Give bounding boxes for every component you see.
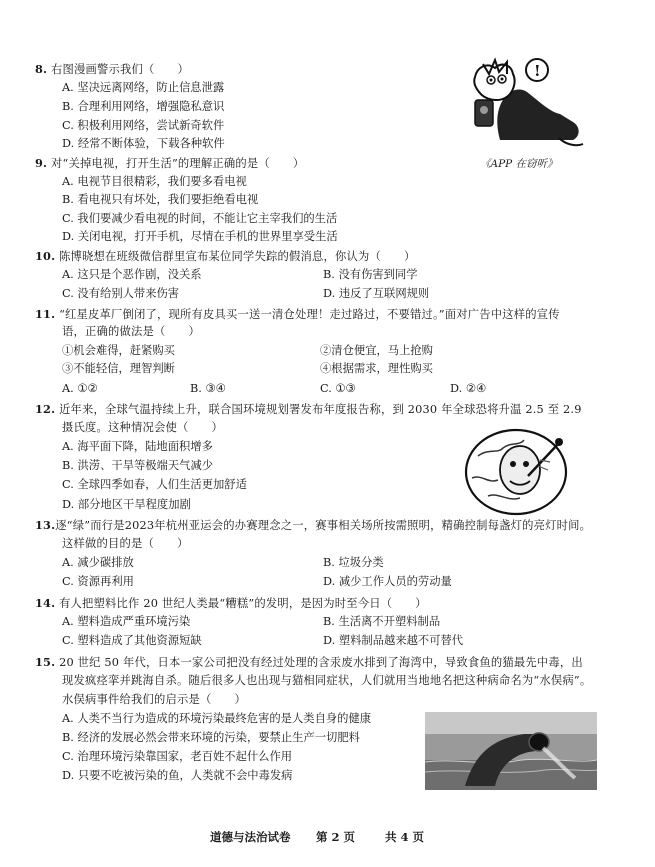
- q11-statement-3: ③不能轻信，理智判断: [62, 362, 175, 375]
- q12-option-d: D. 部分地区干旱程度加剧: [62, 498, 191, 511]
- wastewater-pipe-photo: [425, 712, 597, 790]
- question-15-stem: [35, 655, 583, 670]
- q11-option-b: B. ③④: [190, 382, 226, 395]
- q12-option-a: A. 海平面下降，陆地面积增多: [62, 440, 213, 453]
- question-text: “红星皮革厂倒闭了，现所有皮具买一送一清仓处理！走过路过，不要错过。”面对广告中这样的宣传: [59, 308, 560, 321]
- q13-option-c: C. 资源再利用: [62, 575, 134, 588]
- question-number: 15.: [35, 655, 56, 669]
- q8-option-a: A. 坚决远离网络，防止信息泄露: [62, 81, 225, 94]
- q11-statement-2: ②清仓便宜，马上抢购: [320, 344, 433, 357]
- q11-option-c: C. ①③: [320, 382, 356, 395]
- q9-option-c: C. 我们要减少看电视的时间，不能让它主宰我们的生活: [62, 212, 338, 225]
- question-number: 12.: [35, 402, 56, 416]
- q8-option-b: B. 合理利用网络，增强隐私意识: [62, 100, 225, 113]
- q11-option-d: D. ②④: [450, 382, 487, 395]
- question-12-stem-cont: 摄氏度。这种情况会使（ ）: [62, 421, 223, 434]
- q13-option-a: A. 减少碳排放: [62, 556, 134, 569]
- warming-globe-cartoon: [458, 426, 573, 516]
- q12-option-c: C. 全球四季如春，人们生活更加舒适: [62, 478, 247, 491]
- q10-option-b: B. 没有伤害到同学: [323, 268, 418, 281]
- question-8-stem: [35, 62, 189, 77]
- q10-option-d: D. 违反了互联网规则: [323, 287, 430, 300]
- question-11-stem-cont: 语，正确的做法是（ ）: [62, 325, 200, 338]
- q15-option-c: C. 治理环境污染靠国家，老百姓不起什么作用: [62, 750, 293, 763]
- question-text: 对“关掉电视，打开生活”的理解正确的是（ ）: [51, 157, 305, 170]
- q8-option-d: D. 经常不断体验，下载各种软件: [62, 137, 225, 150]
- question-text: 逐“绿”而行是2023年杭州亚运会的办赛理念之一，赛事相关场所按需照明，精确控制每盏灯的亮灯时间。: [55, 519, 592, 532]
- app-eavesdropping-cartoon: [455, 52, 600, 152]
- q8-option-c: C. 积极利用网络，尝试新奇软件: [62, 119, 225, 132]
- question-12-stem: [35, 402, 582, 417]
- question-11-stem: [35, 307, 560, 322]
- q15-option-d: D. 只要不吃被污染的鱼，人类就不会中毒发病: [62, 769, 293, 782]
- q13-option-b: B. 垃圾分类: [323, 556, 384, 569]
- q14-option-b: B. 生活离不开塑料制品: [323, 615, 441, 628]
- question-number: 11.: [35, 307, 56, 321]
- footer-subject: 道德与法治试卷: [210, 830, 291, 844]
- question-text: 近年来，全球气温持续上升，联合国环境规划署发布年度报告称，到 2030 年全球恐将升温 2.5 至 2.9: [59, 403, 582, 416]
- q13-option-d: D. 减少工作人员的劳动量: [323, 575, 452, 588]
- q15-option-a: A. 人类不当行为造成的环境污染最终危害的是人类自身的健康: [62, 712, 372, 725]
- q11-statement-1: ①机会难得，赶紧购买: [62, 344, 175, 357]
- question-text: 20 世纪 50 年代，日本一家公司把没有经过处理的含汞废水排到了海湾中，导致食鱼的猫最先中毒，出: [59, 656, 583, 669]
- svg-text:!: !: [534, 62, 541, 80]
- question-text: 陈博晓想在班级微信群里宣布某位同学失踪的假消息，你认为（ ）: [59, 250, 416, 263]
- question-text: 有人把塑料比作 20 世纪人类最“糟糕”的发明，是因为时至今日（ ）: [59, 597, 427, 610]
- question-14-stem: [35, 596, 427, 611]
- question-text: 右图漫画警示我们（ ）: [51, 63, 189, 76]
- q10-option-a: A. 这只是个恶作剧，没关系: [62, 268, 202, 281]
- question-15-stem-cont-2: 水俣病事件给我们的启示是（ ）: [62, 693, 246, 706]
- question-number: 9.: [35, 156, 48, 170]
- footer-page-number: 第 2 页: [316, 830, 356, 844]
- q11-option-a: A. ①②: [62, 382, 98, 395]
- question-9-stem: [35, 156, 304, 171]
- q9-option-a: A. 电视节目很精彩，我们要多看电视: [62, 175, 247, 188]
- cartoon-caption: 《APP 在窃听》: [480, 158, 558, 170]
- q12-option-b: B. 洪涝、干旱等极端天气减少: [62, 459, 214, 472]
- question-10-stem: [35, 249, 415, 264]
- footer-total-pages: 共 4 页: [385, 830, 425, 844]
- question-number: 10.: [35, 249, 56, 263]
- question-number: 13.: [35, 518, 56, 532]
- q15-option-b: B. 经济的发展必然会带来环境的污染，要禁止生产一切肥料: [62, 731, 360, 744]
- question-number: 14.: [35, 596, 56, 610]
- q9-option-d: D. 关闭电视，打开手机，尽情在手机的世界里享受生活: [62, 230, 338, 243]
- q14-option-d: D. 塑料制品越来越不可替代: [323, 634, 464, 647]
- question-15-stem-cont-1: 现发疯痉挛并跳海自杀。随后很多人也出现与猫相同症状，人们就用当地地名把这种病命名为“水俣病”。: [62, 674, 592, 687]
- q9-option-b: B. 看电视只有坏处，我们要拒绝看电视: [62, 193, 259, 206]
- question-13-stem: [35, 518, 591, 533]
- question-number: 8.: [35, 62, 48, 76]
- question-13-stem-cont: 这样做的目的是（ ）: [62, 537, 189, 550]
- q14-option-a: A. 塑料造成严重环境污染: [62, 615, 191, 628]
- q14-option-c: C. 塑料造成了其他资源短缺: [62, 634, 202, 647]
- q11-statement-4: ④根据需求，理性购买: [320, 362, 433, 375]
- q10-option-c: C. 没有给别人带来伤害: [62, 287, 180, 300]
